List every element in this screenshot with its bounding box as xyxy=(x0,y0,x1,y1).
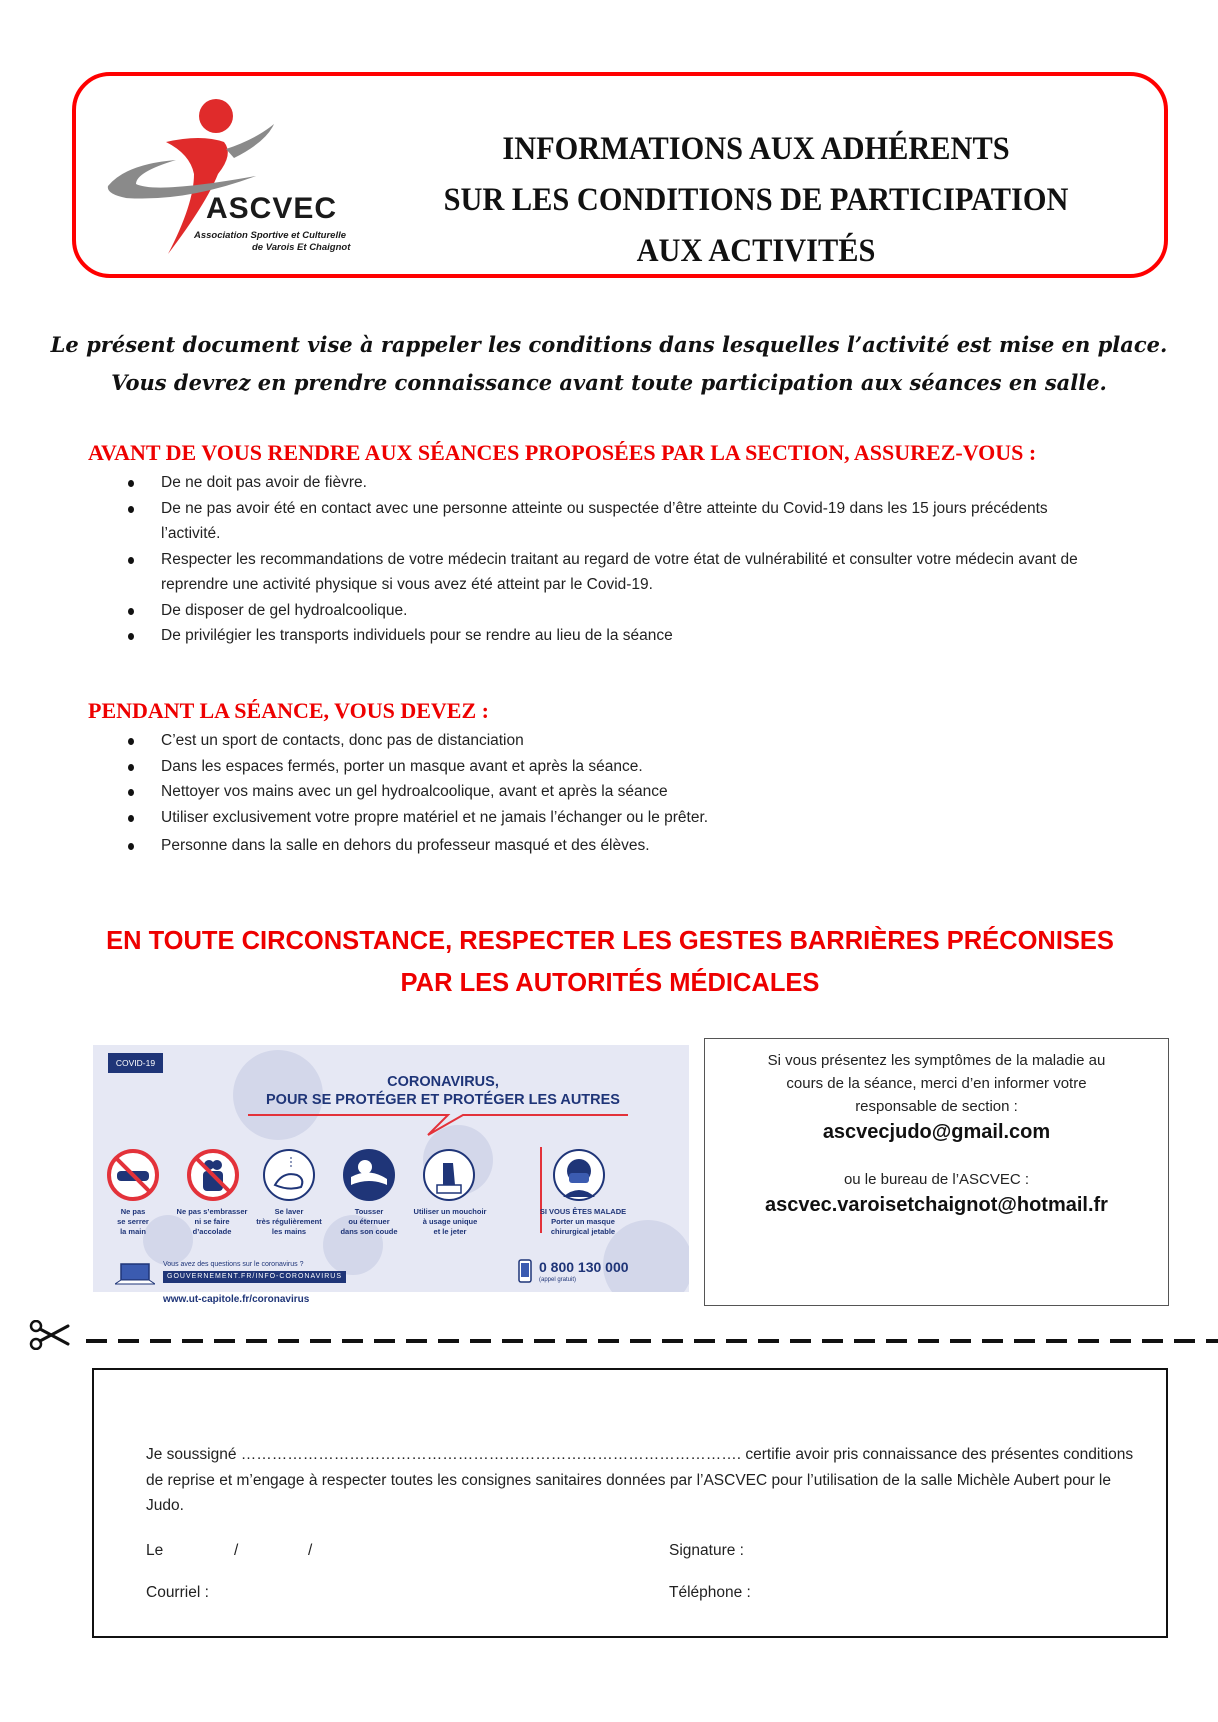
poster-icon-label xyxy=(405,1207,495,1237)
list-item-text: De privilégier les transports individuels pour se rendre au lieu de la séance xyxy=(161,627,673,644)
list-item xyxy=(128,754,1108,780)
label-line: dans son coude xyxy=(340,1227,398,1236)
list-item-text: De ne doit pas avoir de fièvre. xyxy=(161,474,367,491)
barrier-line: PAR LES AUTORITÉS MÉDICALES xyxy=(400,969,820,997)
intro-paragraph xyxy=(40,326,1178,402)
label-line: Porter un masque xyxy=(551,1217,615,1226)
intro-line: Le présent document vise à rappeler les conditions dans lesquelles l’activité est mise en place. xyxy=(50,332,1168,357)
label-line: chirurgical jetable xyxy=(550,1227,616,1236)
bullet-icon xyxy=(128,480,134,487)
covid-poster xyxy=(93,1045,689,1307)
list-item xyxy=(128,805,1108,831)
bullet-icon xyxy=(128,633,134,640)
date-day-field[interactable]: / xyxy=(234,1542,239,1559)
logo-subtitle-line1: Association Sportive et Culturelle xyxy=(194,230,347,241)
poster-icon-label xyxy=(329,1207,409,1237)
list-item-text: Nettoyer vos mains avec un gel hydroalcoolique, avant et après la séance xyxy=(161,783,668,800)
label-line: très régulièrement xyxy=(256,1217,322,1226)
list-item-text: De disposer de gel hydroalcoolique. xyxy=(161,601,408,619)
label-line: Ne pas xyxy=(120,1207,146,1216)
email-field[interactable]: Courriel : xyxy=(146,1584,209,1601)
contact-line: cours de la séance, merci d’en informer votre xyxy=(786,1075,1087,1092)
bullet-icon xyxy=(128,557,134,564)
during-section-heading: PENDANT LA SÉANCE, VOUS DEVEZ : xyxy=(88,698,489,723)
label-line: à usage unique xyxy=(422,1217,478,1226)
acknowledgement-form xyxy=(92,1368,1168,1638)
hotline-note: (appel gratuit) xyxy=(539,1277,577,1283)
bullet-icon xyxy=(128,608,134,615)
label-line: Ne pas s’embrasser xyxy=(176,1207,248,1216)
list-item-text: Utiliser exclusivement votre propre matériel et ne jamais l’échanger ou le prêter. xyxy=(161,808,709,826)
during-section-list xyxy=(128,728,1108,859)
bullet-icon xyxy=(128,843,134,850)
label-line: SI VOUS ÊTES MALADE xyxy=(539,1207,627,1216)
ascvec-logo xyxy=(106,94,351,264)
phone-field[interactable]: Téléphone : xyxy=(669,1584,751,1601)
label-line: les mains xyxy=(271,1227,307,1236)
list-item xyxy=(128,496,1108,547)
hotline-number: 0 800 130 000 xyxy=(539,1259,629,1275)
label-line: ou éternuer xyxy=(348,1217,390,1226)
list-item xyxy=(128,547,1108,598)
label-line: la main xyxy=(120,1227,146,1236)
contact-line: responsable de section : xyxy=(855,1098,1018,1115)
list-item-text: C’est un sport de contacts, donc pas de distanciation xyxy=(161,732,524,749)
list-item xyxy=(128,623,1108,649)
phone-icon xyxy=(518,1259,532,1283)
label-line: Utiliser un mouchoir xyxy=(413,1207,487,1216)
poster-title xyxy=(243,1073,643,1109)
scissors-icon xyxy=(28,1320,72,1350)
list-item xyxy=(128,598,1108,624)
bullet-icon xyxy=(128,506,134,513)
barrier-line: EN TOUTE CIRCONSTANCE, RESPECTER LES GESTES BARRIÈRES PRÉCONISES xyxy=(106,927,1114,955)
logo-subtitle xyxy=(194,230,354,254)
no-hug-icon xyxy=(185,1147,241,1203)
hand-wash-icon xyxy=(261,1147,317,1203)
poster-icon-label xyxy=(167,1207,257,1237)
bureau-text: ou le bureau de l’ASCVEC : xyxy=(843,1171,1030,1188)
poster-icon-label xyxy=(533,1207,633,1237)
poster-footer xyxy=(93,1292,689,1312)
poster-icon-label xyxy=(93,1207,173,1237)
contact-line: Si vous présentez les symptômes de la maladie au xyxy=(767,1052,1106,1069)
list-item-text: Dans les espaces fermés, porter un masque avant et après la séance. xyxy=(161,757,643,775)
logo-subtitle-line2: de Varois Et Chaignot xyxy=(252,242,351,253)
mask-icon xyxy=(551,1147,607,1203)
logo-name: ASCVEC xyxy=(206,192,338,225)
covid-tag: COVID-19 xyxy=(108,1053,163,1073)
section-email[interactable]: ascvecjudo@gmail.com xyxy=(822,1121,1051,1143)
bullet-icon xyxy=(128,738,134,745)
list-item xyxy=(128,728,1108,754)
header-box xyxy=(72,72,1168,278)
tissue-icon xyxy=(421,1147,477,1203)
label-line: ni se faire xyxy=(194,1217,230,1226)
bullet-icon xyxy=(128,789,134,796)
laptop-icon xyxy=(115,1263,155,1285)
page-title xyxy=(406,124,1105,277)
label-line: se serrer xyxy=(117,1217,149,1226)
before-section-list xyxy=(128,470,1108,649)
title-line: AUX ACTIVITÉS xyxy=(636,233,876,269)
contact-box xyxy=(704,1038,1169,1306)
poster-title-line: CORONAVIRUS, xyxy=(387,1074,499,1090)
label-line: et le jeter xyxy=(433,1227,467,1236)
poster-question: Vous avez des questions sur le coronavirus ? xyxy=(163,1261,304,1268)
gov-link[interactable]: GOUVERNEMENT.FR/INFO-CORONAVIRUS xyxy=(163,1271,346,1283)
poster-title-line: POUR SE PROTÉGER ET PROTÉGER LES AUTRES xyxy=(266,1092,620,1108)
list-item-text: Personne dans la salle en dehors du professeur masqué et des élèves. xyxy=(161,837,650,854)
label-line: Tousser xyxy=(354,1207,384,1216)
speech-bubble-icon xyxy=(248,1113,628,1143)
list-item xyxy=(128,470,1108,496)
bullet-icon xyxy=(128,815,134,822)
title-line: SUR LES CONDITIONS DE PARTICIPATION xyxy=(443,182,1069,218)
bullet-icon xyxy=(128,764,134,771)
list-item xyxy=(128,833,1108,859)
poster-info-bar xyxy=(93,1255,689,1289)
cut-line xyxy=(86,1339,1218,1343)
list-item-text: De ne pas avoir été en contact avec une personne atteinte ou suspectée d’être atteinte du Covid-19 dans les 15 jours précédents l’activité. xyxy=(161,499,1048,542)
label-line: Se laver xyxy=(274,1207,304,1216)
bureau-email[interactable]: ascvec.varoisetchaignot@hotmail.fr xyxy=(765,1194,1108,1216)
title-line: INFORMATIONS AUX ADHÉRENTS xyxy=(502,131,1010,167)
contact-instructions xyxy=(705,1049,1168,1118)
list-item xyxy=(128,779,1108,805)
ut-capitole-link[interactable]: www.ut-capitole.fr/coronavirus xyxy=(163,1294,310,1305)
form-statement: Je soussigné ……………………………………………………………………………………. certifie avoir pris connaissance des présentes conditions de reprise et m’engage à respecter toutes les consignes sanitaires données par l’ASCVEC pour l’utilisation de la salle Michèle Aubert pour le Judo. xyxy=(146,1446,1134,1514)
label-line: d’accolade xyxy=(192,1227,232,1236)
date-label: Le xyxy=(146,1542,164,1559)
date-month-field[interactable]: / xyxy=(308,1542,313,1559)
barrier-gestures-heading xyxy=(60,920,1160,1004)
before-section-heading: AVANT DE VOUS RENDRE AUX SÉANCES PROPOSÉES PAR LA SECTION, ASSUREZ-VOUS : xyxy=(88,440,1037,465)
no-handshake-icon xyxy=(105,1147,161,1203)
cough-elbow-icon xyxy=(341,1147,397,1203)
poster-icon-label xyxy=(249,1207,329,1237)
list-item-text: Respecter les recommandations de votre médecin traitant au regard de votre état de vulnérabilité et consulter votre médecin avant de reprendre une activité physique si vous avez été atteint par le Covid-19. xyxy=(161,550,1078,593)
intro-line: Vous devrez en prendre connaissance avant toute participation aux séances en salle. xyxy=(111,370,1107,395)
signature-field[interactable]: Signature : xyxy=(669,1542,744,1559)
